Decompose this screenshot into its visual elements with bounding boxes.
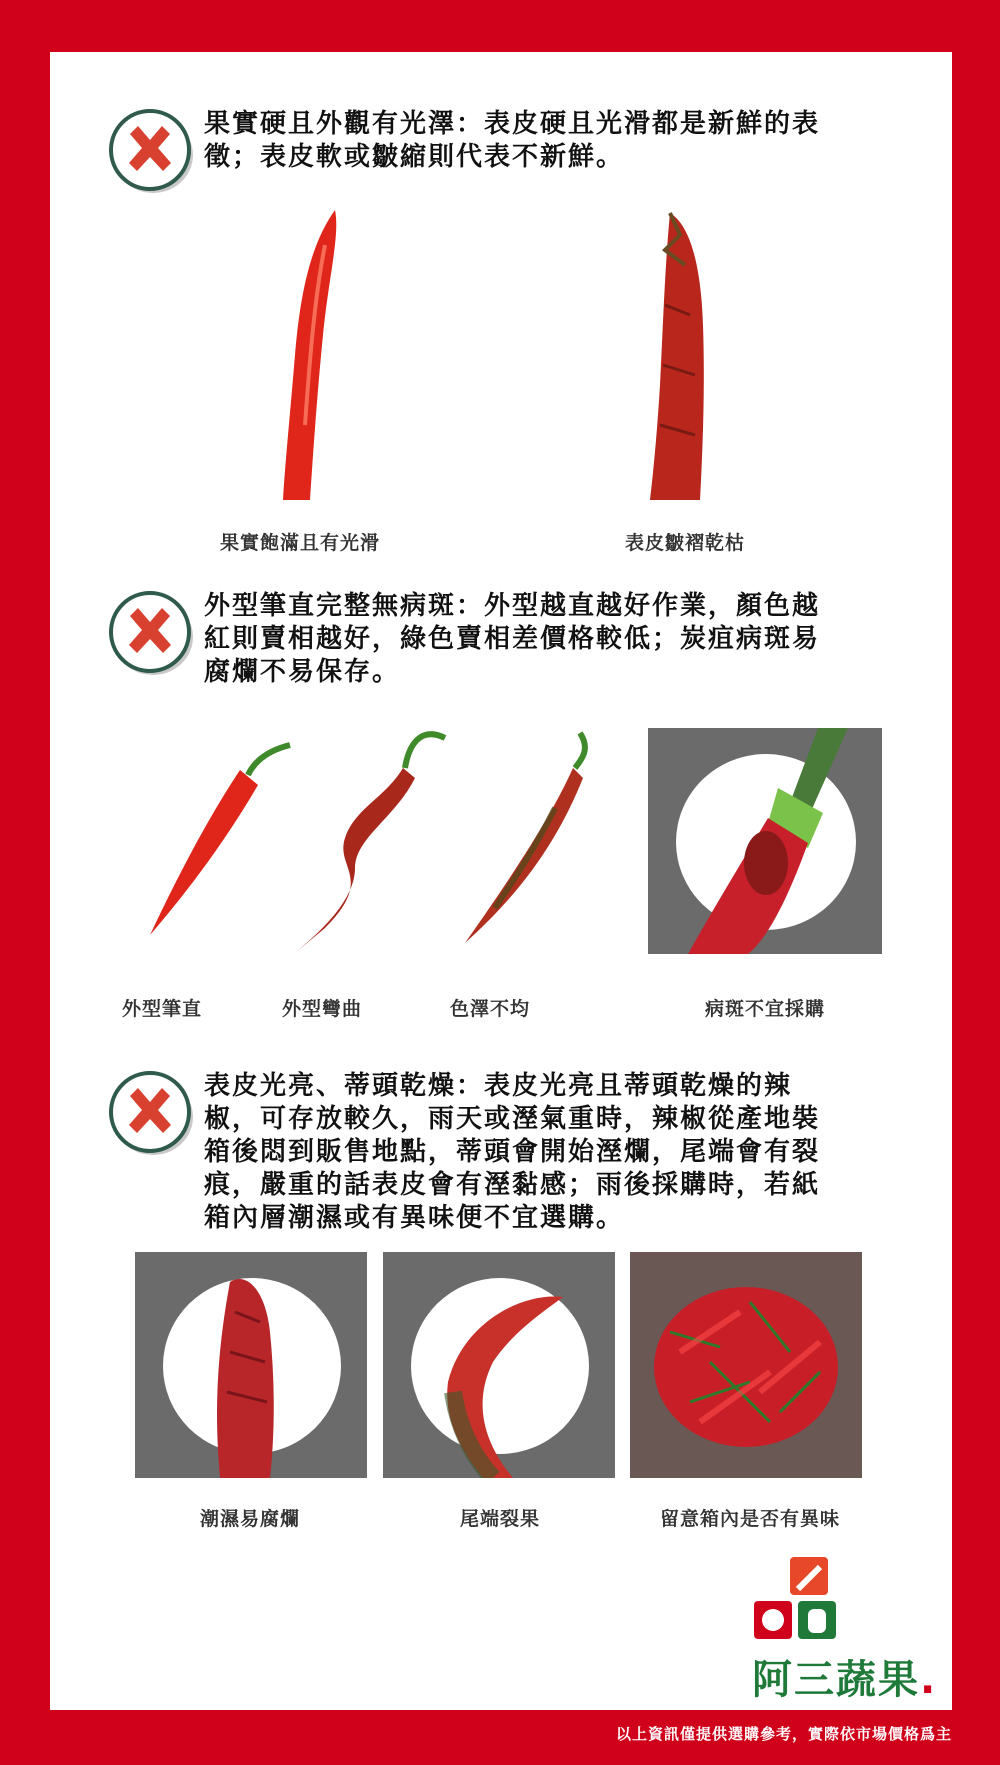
section-2-heading: 外型筆直完整無病斑：外型越直越好作業，顏色越紅則賣相越好，綠色賣相差價格較低；炭疽病斑易腐爛不易保存。: [204, 591, 821, 687]
caption-tail-crack: 尾端裂果: [459, 1508, 540, 1530]
caption-damp: 潮濕易腐爛: [199, 1508, 300, 1530]
brand-dot: .: [920, 1657, 938, 1703]
damp-rot-photo: [135, 1252, 367, 1478]
section-1-header: [108, 108, 844, 194]
wrinkled-chili-photo: [645, 205, 725, 505]
section-2-header: [108, 590, 844, 689]
straight-chili-photo: [140, 740, 300, 940]
caption-curved: 外型彎曲: [281, 998, 362, 1020]
caption-fresh: 果實飽滿且有光滑: [219, 532, 380, 554]
caption-wrinkled: 表皮皺褶乾枯: [624, 532, 745, 554]
section-1-heading: 果實硬且外觀有光澤：表皮硬且光滑都是新鮮的表徵；表皮軟或皺縮則代表不新鮮。: [204, 109, 821, 172]
disease-spot-photo: [648, 728, 882, 954]
section-3-heading: 表皮光亮、蒂頭乾燥：表皮光亮且蒂頭乾燥的辣椒，可存放較久，雨天或溼氣重時，辣椒從產地裝箱後悶到販售地點，蒂頭會開始溼爛，尾端會有裂痕，嚴重的話表皮會有溼黏感；雨後採購時，若紙箱內層潮濕或有異味便不宜選購。: [204, 1071, 821, 1233]
curved-chili-photo: [285, 728, 455, 958]
brand-logo-icon: [750, 1555, 930, 1647]
footer-disclaimer: 以上資訊僅提供選購參考，實際依市場價格爲主: [615, 1725, 952, 1743]
uneven-color-chili-photo: [455, 728, 595, 948]
section-3-header: [108, 1070, 844, 1235]
x-mark-icon: [108, 108, 194, 194]
brand-name: 阿三蔬果.: [752, 1657, 938, 1703]
caption-straight: 外型筆直: [121, 998, 202, 1020]
caption-odor: 留意箱內是否有異味: [659, 1508, 840, 1530]
caption-uneven: 色澤不均: [449, 998, 530, 1020]
tail-crack-photo: [383, 1252, 615, 1478]
caption-disease: 病斑不宜採購: [704, 998, 825, 1020]
x-mark-icon: [108, 1070, 194, 1156]
chili-box-photo: [630, 1252, 862, 1478]
fresh-chili-photo: [255, 205, 345, 505]
x-mark-icon: [108, 590, 194, 676]
